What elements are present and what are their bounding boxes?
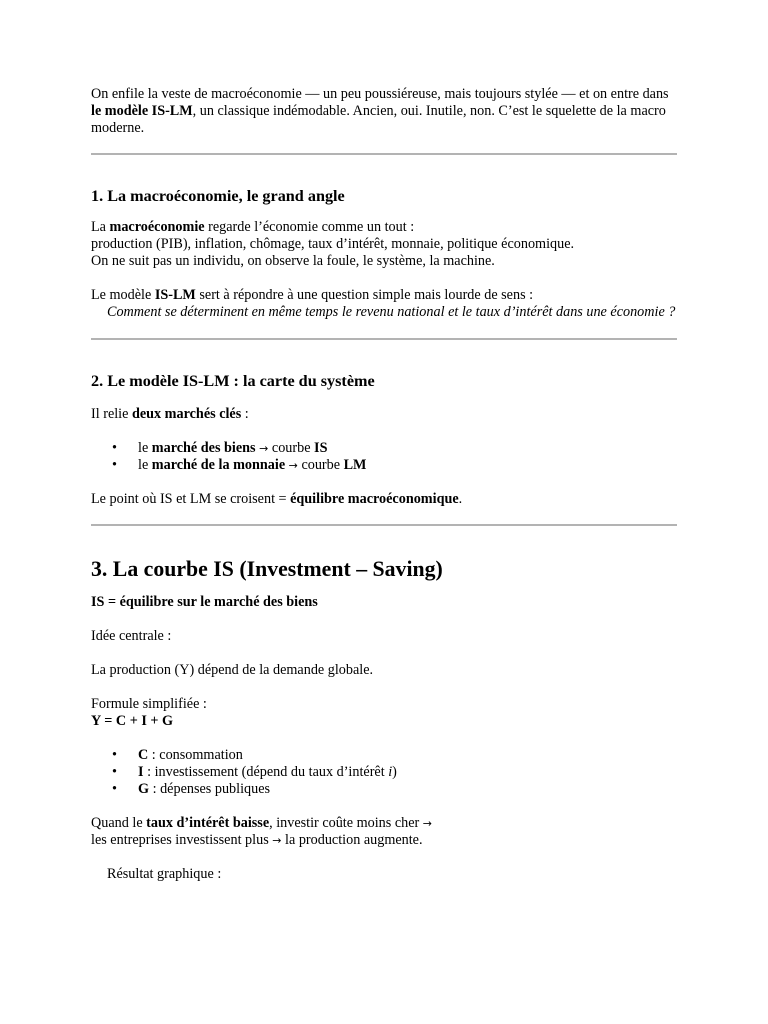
bold-term: marché des biens: [151, 440, 256, 456]
formula-components-list: [91, 747, 677, 798]
text-line: On ne suit pas un individu, on observe la foule, le système, la machine.: [91, 253, 495, 269]
bold-term: macroéconomie: [109, 219, 205, 235]
bold-term: LM: [343, 457, 367, 473]
text-span: regarde l’économie comme un tout :: [204, 219, 415, 235]
text-span: sert à répondre à une question simple mais lourde de sens :: [195, 287, 534, 303]
key-question: Comment se déterminent en même temps le revenu national et le taux d’intérêt dans une économie ?: [107, 304, 676, 320]
horizontal-rule: [91, 153, 677, 155]
bold-term: IS-LM: [154, 287, 196, 303]
text-span: Le modèle: [91, 287, 155, 303]
text-span: : consommation: [148, 747, 243, 763]
text-span: , investir coûte moins cher: [269, 815, 423, 831]
intro-bold: le modèle IS-LM: [91, 103, 193, 119]
horizontal-rule: [91, 524, 677, 526]
macro-definition: [91, 219, 677, 270]
text-span: le: [138, 440, 152, 456]
model-purpose: [91, 287, 677, 321]
list-item: [91, 747, 677, 764]
text-span: la production augmente.: [281, 832, 423, 848]
bold-term: C: [138, 747, 149, 763]
document-body: [91, 86, 677, 883]
markets-list: [91, 440, 677, 474]
arrow-right-icon: →: [259, 442, 269, 455]
text-span: Il relie: [91, 406, 132, 422]
text-span: courbe: [297, 457, 344, 473]
bold-term: I: [138, 764, 144, 780]
text-span: La: [91, 219, 110, 235]
graphic-result-label: Résultat graphique :: [107, 866, 222, 882]
text-span: les entreprises investissent plus: [91, 832, 273, 848]
formula-block: [91, 696, 677, 730]
arrow-right-icon: →: [422, 817, 433, 830]
interest-rate-mechanism: [91, 815, 677, 849]
bold-term: marché de la monnaie: [151, 457, 286, 473]
list-item: [91, 764, 677, 781]
central-idea-label: Idée centrale :: [91, 628, 172, 644]
list-item: [91, 457, 677, 474]
list-item: [91, 440, 677, 457]
production-statement: La production (Y) dépend de la demande globale.: [91, 662, 374, 678]
text-span: le: [138, 457, 152, 473]
section-3-heading: 3. La courbe IS (Investment – Saving): [91, 557, 443, 581]
text-span: : investissement (dépend du taux d’intérêt: [143, 764, 389, 780]
is-subheading: [91, 594, 677, 611]
equilibrium-statement: [91, 491, 677, 508]
intro-text: On enfile la veste de macroéconomie — un peu poussiéreuse, mais toujours stylée — et on entre dans: [91, 86, 669, 102]
bold-term: deux marchés clés: [131, 406, 242, 422]
text-span: .: [458, 491, 463, 507]
bold-term: IS: [314, 440, 328, 456]
text-span: :: [241, 406, 249, 422]
text-span: courbe: [268, 440, 315, 456]
bold-term: équilibre macroéconomique: [290, 491, 459, 507]
text-span: ): [392, 764, 397, 780]
text-span: : dépenses publiques: [149, 781, 271, 797]
intro-text-end: , un classique indémodable. Ancien, oui. Inutile, non. C’est le squelette de la macro moderne.: [91, 103, 666, 136]
text-line: production (PIB), inflation, chômage, taux d’intérêt, monnaie, politique économique.: [91, 236, 575, 252]
intro-paragraph: [91, 86, 677, 137]
section-2-heading: 2. Le modèle IS-LM : la carte du système: [91, 372, 375, 390]
section-1-heading: 1. La macroéconomie, le grand angle: [91, 187, 345, 205]
horizontal-rule: [91, 338, 677, 340]
arrow-right-icon: →: [272, 834, 282, 847]
arrow-right-icon: →: [288, 459, 298, 472]
bold-term: G: [138, 781, 150, 797]
bold-term: IS = équilibre sur le marché des biens: [91, 594, 318, 610]
formula: Y = C + I + G: [91, 713, 174, 729]
markets-intro: [91, 406, 677, 423]
list-item: [91, 781, 677, 798]
italic-symbol: i: [388, 764, 393, 780]
text-span: Le point où IS et LM se croisent =: [91, 491, 291, 507]
bold-term: taux d’intérêt baisse: [146, 815, 270, 831]
text-span: Quand le: [91, 815, 147, 831]
formula-label: Formule simplifiée :: [91, 696, 207, 712]
